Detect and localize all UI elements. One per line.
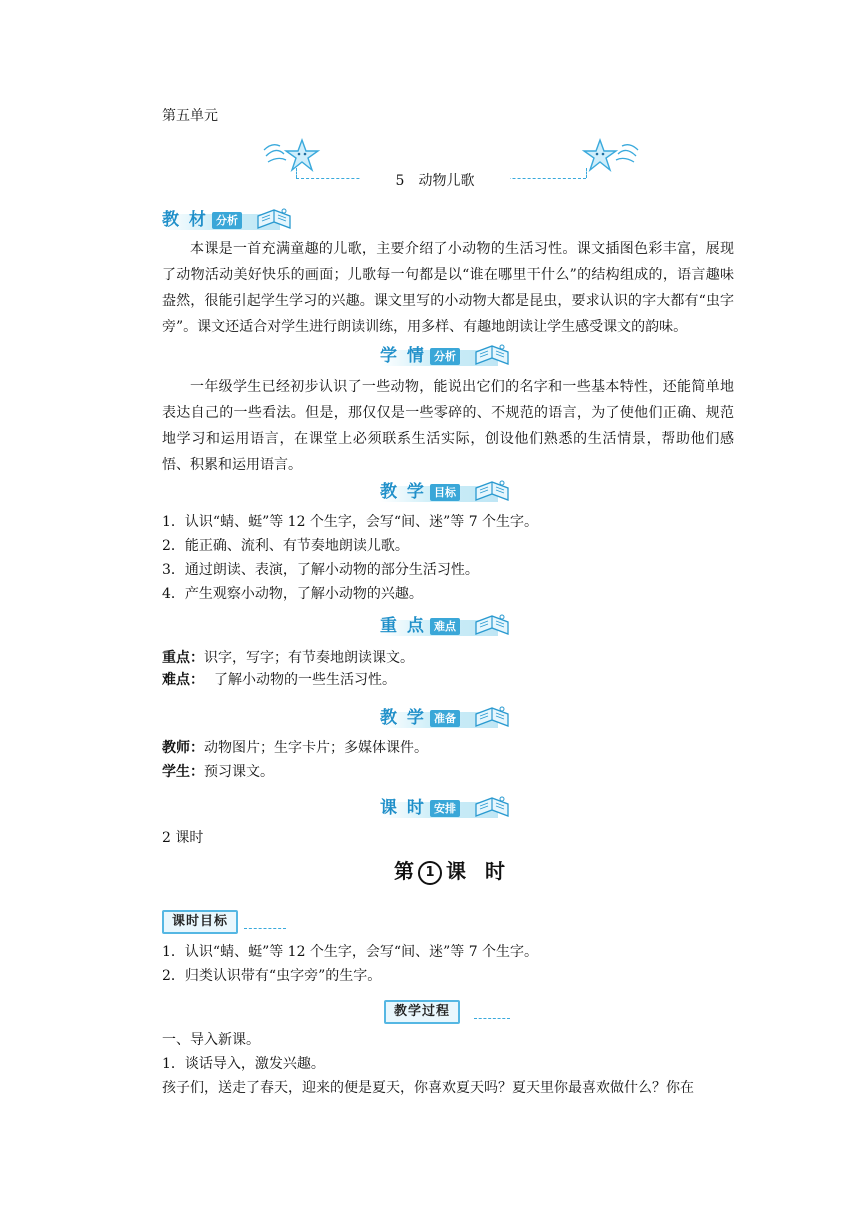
teacher-prep-line [162,738,428,758]
open-book-icon [472,342,512,372]
lesson-goal-item: 2．归类认识带有“虫字旁”的生字。 [162,968,382,984]
goal-item: 4．产生观察小动物，了解小动物的兴趣。 [162,586,423,602]
difficult-point-line [162,670,396,690]
key-text: 识字，写字；有节奏地朗读课文。 [204,650,414,666]
section-main: 教 材 [162,210,208,230]
process-line: 1．谈话导入，激发兴趣。 [162,1056,325,1072]
section-tag: 准备 [430,710,460,727]
goal-item: 3．通过朗读、表演，了解小动物的部分生活习性。 [162,562,479,578]
open-book-icon [472,794,512,824]
section-header-students [380,342,520,374]
section-header-schedule [380,794,520,826]
unit-label: 第五单元 [162,108,218,124]
students-paragraph: 一年级学生已经初步认识了一些动物，能说出它们的名字和一些基本特性，还能简单地表达自己的一些看法。但是，那仅仅是一些零碎的、不规范的语言，为了使他们正确、规范地学习和运用语言，在课堂上必须联系生活实际，创设他们熟悉的生活情景，帮助他们感悟、积累和运用语言。 [162,379,734,473]
key-point-line [162,648,414,668]
section-main: 教 学 [380,482,426,502]
lesson-heading-post: 课 时 [446,859,511,883]
lesson-heading-pre: 第 [394,859,414,883]
goal-item: 2．能正确、流利、有节奏地朗读儿歌。 [162,538,409,554]
process-line: 孩子们，送走了春天，迎来的便是夏天，你喜欢夏天吗？夏天里你最喜欢做什么？你在 [162,1080,694,1096]
teacher-label: 教师： [162,740,204,756]
schedule-text: 2 课时 [162,830,204,846]
process-line: 一、导入新课。 [162,1032,260,1048]
section-tag: 分析 [430,348,460,365]
section-main: 重 点 [380,616,426,636]
section-header-goals [380,478,520,510]
student-label: 学生： [162,764,204,780]
open-book-icon [254,206,294,236]
section-header-key [380,612,520,644]
lesson-heading [394,856,511,886]
difficult-label: 难点： [162,672,204,688]
process-tag: 教学过程 [384,1000,460,1024]
section-tag: 目标 [430,484,460,501]
open-book-icon [472,478,512,508]
key-label: 重点： [162,650,204,666]
analysis-paragraph: 本课是一首充满童趣的儿歌，主要介绍了小动物的生活习性。课文插图色彩丰富，展现了动物活动美好快乐的画面；儿歌每一句都是以“谁在哪里干什么”的结构组成的，语言趣味盎然，很能引起学生学习的兴趣。课文里写的小动物大都是昆虫，要求认识的字大都有“虫字旁”。课文还适合对学生进行朗读训练，用多样、有趣地朗读让学生感受课文的韵味。 [162,241,734,335]
lesson-goal-item: 1．认识“蜻、蜓”等 12 个生字，会写“间、迷”等 7 个生字。 [162,944,539,960]
tag-dash [474,1018,510,1019]
section-main: 课 时 [380,798,426,818]
open-book-icon [472,704,512,734]
lesson-goals-tag: 课时目标 [162,910,238,934]
student-prep-line [162,762,274,782]
goal-item: 1．认识“蜻、蜓”等 12 个生字，会写“间、迷”等 7 个生字。 [162,514,539,530]
section-header-analysis [162,206,302,238]
teacher-text: 动物图片；生字卡片；多媒体课件。 [204,740,428,756]
difficult-text: 了解小动物的一些生活习性。 [214,672,396,688]
section-tag: 难点 [430,618,460,635]
open-book-icon [472,612,512,642]
lesson-title: 5 动物儿歌 [360,172,510,190]
section-main: 学 情 [380,346,426,366]
student-text: 预习课文。 [204,764,274,780]
star-icon [262,136,326,178]
section-main: 教 学 [380,708,426,728]
section-tag: 分析 [212,212,242,229]
section-tag: 安排 [430,800,460,817]
tag-dash [244,928,286,929]
lesson-number: 1 [418,861,442,885]
section-header-prep [380,704,520,736]
